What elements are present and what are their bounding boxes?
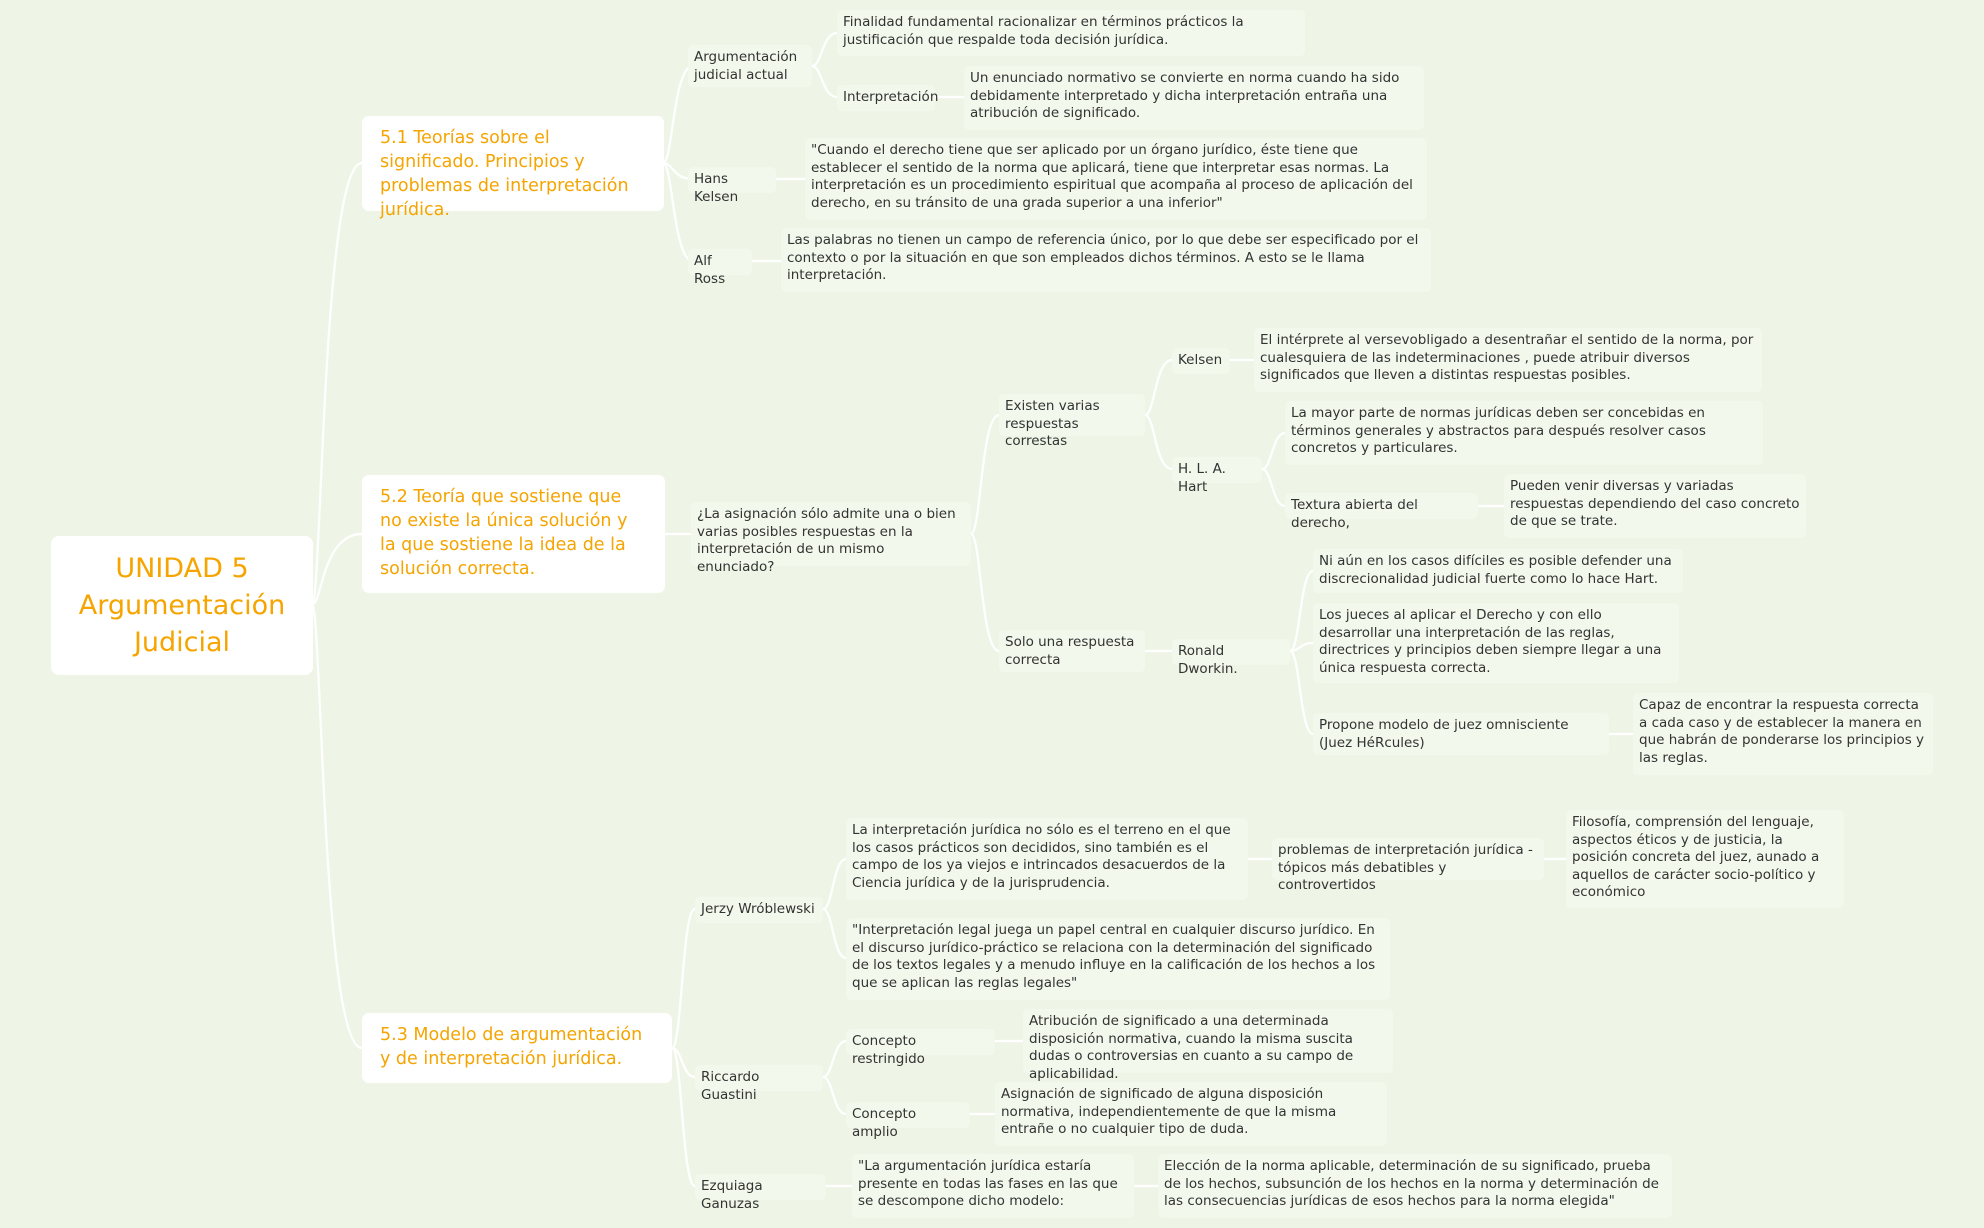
kelsen-text-node[interactable] [1254,328,1762,392]
ezquiaga-point-2-text: Elección de la norma aplicable, determinación de su significado, prueba de los hechos, subsunción de los hechos en la norma y determinación de las consecuencias jurídicas de esos hechos para la norma elegida" [1164,1158,1659,1210]
finalidad-node[interactable] [837,10,1305,56]
wroblewski-point-1-node[interactable] [846,818,1248,900]
link-pregunta-solo [971,534,999,651]
juez-hercules-label: Propone modelo de juez omnisciente (Juez HéRcules) [1319,717,1569,751]
wroblewski-point-1-text: La interpretación jurídica no sólo es el terreno en el que los casos prácticos son decididos, sino también es el campo de los ya viejos e intrincados desacuerdos de la Ciencia jurídica y de la jurisprudencia. [852,822,1231,891]
root-title-line3: Judicial [133,627,231,658]
dworkin-point-2-text: Los jueces al aplicar el Derecho y con ello desarrollar una interpretación de las reglas, directrices y principios deben siempre llegar a una única respuesta correcta. [1319,607,1662,676]
pregunta-text: ¿La asignación sólo admite una o bien varias posibles respuestas en la interpretación de un mismo enunciado? [697,506,956,575]
wroblewski-label: Jerzy Wróblewski [701,901,815,917]
root-node[interactable] [51,536,313,675]
concepto-restringido-node[interactable] [846,1029,995,1067]
dworkin-label: Ronald Dworkin. [1178,643,1238,677]
concepto-amplio-label: Concepto amplio [852,1106,917,1140]
textura-text-node[interactable] [1504,474,1806,538]
interpretacion-text: Un enunciado normativo se convierte en norma cuando ha sido debidamente interpretado y dicha interpretación entraña una atribución de significado. [970,70,1400,122]
existen-varias-node[interactable] [999,394,1145,450]
hans-kelsen-text-node[interactable] [805,138,1427,220]
ezquiaga-label: Ezquiaga Ganuzas [701,1178,763,1212]
link-wro-2 [823,909,846,958]
wroblewski-node[interactable] [695,897,823,923]
interpretacion-text-node[interactable] [964,66,1424,130]
wroblewski-point-2-text: "Interpretación legal juega un papel central en cualquier discurso jurídico. En el discurso jurídico-práctico se relaciona con la determinación del significado de los textos legales y a menudo influye en la calificación de los hechos a los que se aplican las reglas legales" [852,922,1376,991]
interpretacion-node[interactable] [837,85,939,111]
link-gua-ampl [823,1077,846,1114]
hans-kelsen-label: Hans Kelsen [694,171,739,205]
link-pregunta-varias [971,415,999,534]
link-gua-restr [823,1041,846,1077]
hans-kelsen-text: "Cuando el derecho tiene que ser aplicado por un órgano jurídico, éste tiene que establecer el sentido de la norma que aplicará, tiene que interpretar esas normas. La interpretación es un procedimiento espiritual que acompaña al proceso de aplicación del derecho, en su tránsito de una grada superior a una inferior" [811,142,1413,211]
ezquiaga-point-1-text: "La argumentación jurídica estaría presente en todas las fases en las que se descompone dicho modelo: [858,1158,1118,1210]
section-5-1-title: 5.1 Teorías sobre el significado. Principios y problemas de interpretación jurídica. [380,128,629,220]
dworkin-point-1-node[interactable] [1313,549,1683,593]
filosofia-text: Filosofía, comprensión del lenguaje, aspectos éticos y de justicia, la posición concreta del juez, aunado a aquellos de carácter socio-político y económico [1572,814,1820,901]
link-root-s2 [312,534,362,605]
concepto-restringido-label: Concepto restringido [852,1033,925,1067]
kelsen-node[interactable] [1172,348,1230,374]
concepto-amplio-text-node[interactable] [995,1082,1387,1146]
section-5-1-node[interactable] [362,116,664,220]
section-5-2-title: 5.2 Teoría que sostiene que no existe la única solución y la que sostiene la idea de la solución correcta. [380,487,628,579]
kelsen-label: Kelsen [1178,352,1223,368]
dworkin-node[interactable] [1172,639,1290,677]
existen-varias-label: Existen varias respuestas correstas [1005,398,1100,450]
link-wro-1 [823,859,846,909]
alf-ross-label: Alf Ross [694,253,726,287]
interpretacion-label: Interpretación [843,89,939,105]
ezquiaga-point-2-node[interactable] [1158,1154,1672,1218]
argumentacion-judicial-actual-node[interactable] [688,45,812,87]
concepto-restringido-text-node[interactable] [1023,1009,1393,1082]
hart-node[interactable] [1172,457,1262,495]
solo-una-node[interactable] [999,630,1145,672]
problemas-interpretacion-label: problemas de interpretación jurídica - tópicos más debatibles y controvertidos [1278,842,1533,894]
kelsen-text: El intérprete al versevobligado a desentrañar el sentido de la norma, por cualesquiera de las indeterminaciones , puede atribuir diversos significados que lleven a distintas respuestas posibles. [1260,332,1754,384]
link-s3-ezq [672,1048,695,1186]
link-varias-kelsen [1145,360,1172,415]
alf-ross-node[interactable] [688,249,752,287]
hans-kelsen-node[interactable] [688,167,776,205]
link-dworkin-3 [1290,651,1313,734]
pregunta-node[interactable] [691,502,971,575]
ezquiaga-point-1-node[interactable] [852,1154,1134,1218]
alf-ross-text: Las palabras no tienen un campo de referencia único, por lo que debe ser especificado por el contexto o por la situación en que son empleados dichos términos. A esto se le llama interpretación. [787,232,1419,284]
link-varias-hart [1145,415,1172,469]
hart-text: La mayor parte de normas jurídicas deben ser concebidas en términos generales y abstractos para después resolver casos concretos y particulares. [1291,405,1706,457]
section-5-3-node[interactable] [362,1013,672,1083]
section-5-2-node[interactable] [362,475,665,593]
wroblewski-point-2-node[interactable] [846,918,1390,1000]
juez-hercules-node[interactable] [1313,713,1609,755]
guastini-node[interactable] [695,1065,823,1103]
guastini-label: Riccardo Guastini [701,1069,760,1103]
finalidad-text: Finalidad fundamental racionalizar en términos prácticos la justificación que respalde toda decisión jurídica. [843,14,1244,48]
dworkin-point-2-node[interactable] [1313,603,1679,683]
root-title-line1: UNIDAD 5 [115,553,249,584]
link-arg-interp [812,66,837,97]
problemas-interpretacion-node[interactable] [1272,838,1544,894]
concepto-restringido-text: Atribución de significado a una determinada disposición normativa, cuando la misma suscita dudas o controversias en cuanto a su campo de aplicabilidad. [1029,1013,1354,1082]
dworkin-point-1-text: Ni aún en los casos difíciles es posible defender una discrecionalidad judicial fuerte como lo hace Hart. [1319,553,1672,587]
link-arg-finalidad [812,33,837,66]
hart-text-node[interactable] [1285,401,1763,465]
argumentacion-judicial-actual-label: Argumentación judicial actual [694,49,798,83]
link-dworkin-1 [1290,571,1313,651]
link-root-s1 [312,163,362,605]
concepto-amplio-text: Asignación de significado de alguna disposición normativa, independientemente de que la misma entrañe o no cualquier tipo de duda. [1001,1086,1337,1138]
solo-una-label: Solo una respuesta correcta [1005,634,1135,668]
ezquiaga-node[interactable] [695,1174,826,1212]
link-hart-textura [1262,469,1285,506]
filosofia-node[interactable] [1566,810,1844,908]
textura-abierta-node[interactable] [1285,493,1478,531]
root-title-line2: Argumentación [78,590,286,621]
textura-abierta-label: Textura abierta del derecho, [1291,497,1418,531]
section-5-3-title: 5.3 Modelo de argumentación y de interpretación jurídica. [380,1025,643,1069]
juez-hercules-text: Capaz de encontrar la respuesta correcta a cada caso y de establecer la manera en que habrán de ponderarse los principios y las reglas. [1639,697,1925,766]
alf-ross-text-node[interactable] [781,228,1431,292]
concepto-amplio-node[interactable] [846,1102,970,1140]
juez-hercules-text-node[interactable] [1633,693,1933,775]
link-root-s3 [312,605,362,1048]
textura-text: Pueden venir diversas y variadas respuestas dependiendo del caso concreto de que se trate. [1510,478,1800,530]
link-s3-wro [672,909,695,1048]
hart-label: H. L. A. Hart [1178,461,1226,495]
link-hart-text [1262,433,1285,469]
